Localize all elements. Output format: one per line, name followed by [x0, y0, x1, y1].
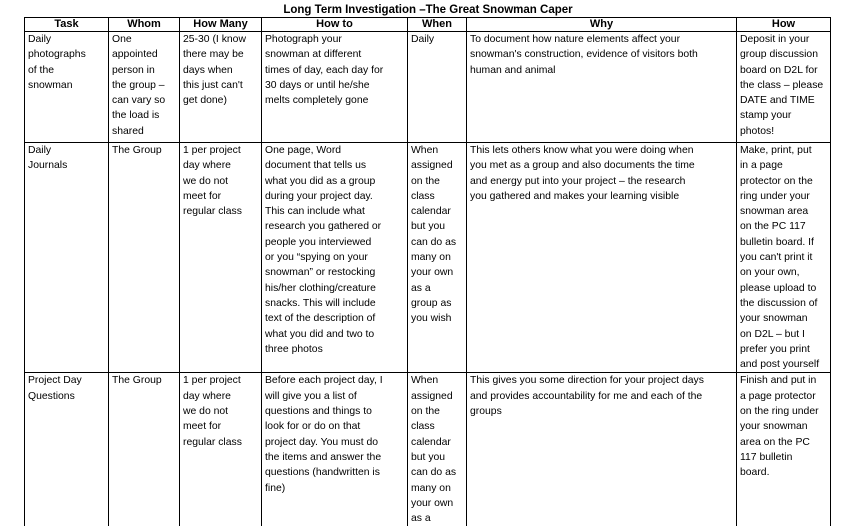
table-row: [25, 143, 831, 373]
header-how-many: How Many: [180, 18, 262, 32]
cell-how-to: Photograph your snowman at different times of day, each day for 30 days or until he/she melts completely gone: [262, 32, 408, 143]
cell-whom: One appointed person in the group – can vary so the load is shared: [109, 32, 180, 143]
cell-task: Project Day Questions: [25, 373, 109, 526]
cell-how-to: One page, Word document that tells us what you did as a group during your project day. This can include what research you gathered or people you interviewed or you “spying on your snowman” or restocking his/her clothing/creature snacks. This will include text of the description of what you did and two to three photos: [262, 143, 408, 373]
table-row: [25, 32, 831, 143]
cell-whom: The Group: [109, 373, 180, 526]
header-how: How: [737, 18, 831, 32]
cell-how: Make, print, put in a page protector on the ring under your snowman area on the PC 117 bulletin board. If you can't print it on your own, please upload to the discussion of your snowman on D2L – but I prefer you print and post yourself: [737, 143, 831, 373]
header-why: Why: [467, 18, 737, 32]
cell-how: Deposit in your group discussion board on D2L for the class – please DATE and TIME stamp your photos!: [737, 32, 831, 143]
document-title: Long Term Investigation –The Great Snowman Caper: [283, 4, 573, 16]
header-whom: Whom: [109, 18, 180, 32]
cell-task: Daily photographs of the snowman: [25, 32, 109, 143]
cell-whom: The Group: [109, 143, 180, 373]
cell-how-many: 1 per project day where we do not meet for regular class: [180, 373, 262, 526]
cell-when: Daily: [408, 32, 467, 143]
header-task: Task: [25, 18, 109, 32]
table-header-row: [25, 18, 831, 32]
cell-how-many: 25-30 (I know there may be days when this just can't get done): [180, 32, 262, 143]
header-when: When: [408, 18, 467, 32]
cell-why: This gives you some direction for your project days and provides accountability for me and each of the groups: [467, 373, 737, 526]
cell-how: Finish and put in a page protector on the ring under your snowman area on the PC 117 bulletin board.: [737, 373, 831, 526]
table-row: [25, 373, 831, 526]
cell-when: When assigned on the class calendar but you can do as many on your own as a: [408, 373, 467, 526]
cell-how-many: 1 per project day where we do not meet for regular class: [180, 143, 262, 373]
investigation-table: [24, 17, 831, 526]
cell-how-to: Before each project day, I will give you a list of questions and things to look for or do on that project day. You must do the items and answer the questions (handwritten is fine): [262, 373, 408, 526]
cell-why: To document how nature elements affect your snowman's construction, evidence of visitors both human and animal: [467, 32, 737, 143]
cell-task: Daily Journals: [25, 143, 109, 373]
cell-when: When assigned on the class calendar but you can do as many on your own as a group as you wish: [408, 143, 467, 373]
cell-why: This lets others know what you were doing when you met as a group and also documents the time and energy put into your project – the research you gathered and makes your learning visible: [467, 143, 737, 373]
header-how-to: How to: [262, 18, 408, 32]
